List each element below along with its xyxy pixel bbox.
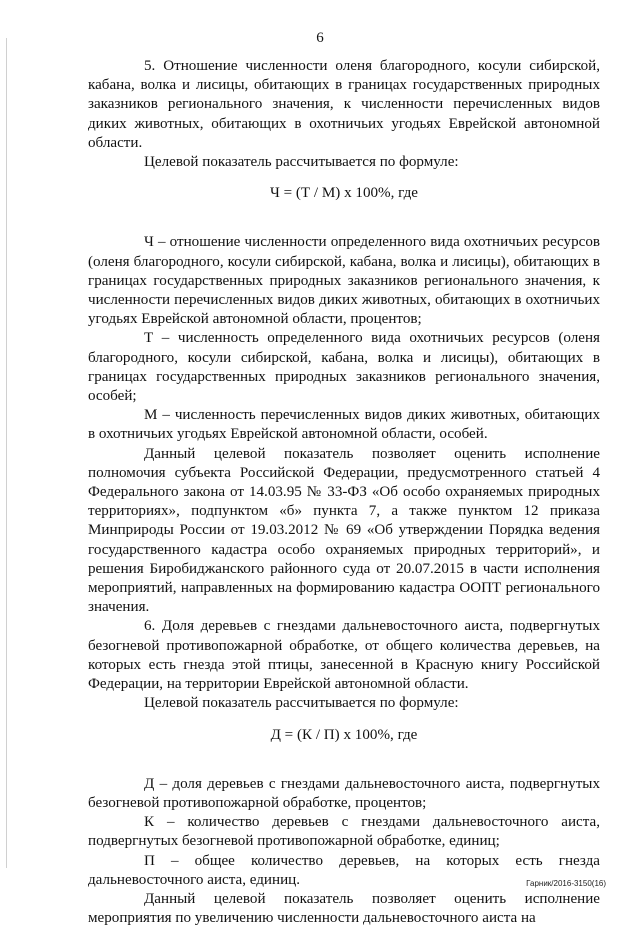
formula-intro: Целевой показатель рассчитывается по формуле:	[144, 154, 459, 171]
formula-ch: Ч = (Т / М) х 100%, где	[270, 185, 418, 202]
document-body	[88, 57, 600, 928]
paragraph-item-6: 6. Доля деревьев с гнездами дальневосточного аиста, подвергнутых безогневой противопожарной обработке, от общего количества деревьев, на которых есть гнезда этой птицы, занесенной в Красную книгу Российской Федерации, на территории Еврейской автономной области.	[88, 618, 600, 693]
paragraph-item-5: 5. Отношение численности оленя благородного, косули сибирской, кабана, волка и лисицы, обитающих в границах государственных природных заказников регионального значения, к численности перечисленных видов диких животных, обитающих в охотничьих угодьях Еврейской автономной области.	[88, 58, 600, 151]
formula-intro-2: Целевой показатель рассчитывается по формуле:	[144, 695, 459, 712]
definition-k: К – количество деревьев с гнездами дальневосточного аиста, подвергнутых безогневой противопожарной обработке, единиц;	[88, 814, 600, 850]
definition-d: Д – доля деревьев с гнездами дальневосточного аиста, подвергнутых безогневой противопожарной обработке, процентов;	[88, 775, 600, 811]
definition-p: П – общее количество деревьев, на которых есть гнезда дальневосточного аиста, единиц.	[88, 852, 600, 888]
definition-ch: Ч – отношение численности определенного вида охотничьих ресурсов (оленя благородного, косули сибирской, кабана, волка и лисицы), обитающих в границах государственных природных заказников регионального значения, к численности перечисленных видов диких животных, обитающих в охотничьих угодьях Еврейской автономной области, процентов;	[88, 234, 600, 328]
footer-registration-code: Гарник/2016-3150(16)	[526, 879, 606, 888]
page-number: 6	[316, 30, 324, 46]
paragraph-indicator-note: Данный целевой показатель позволяет оценить исполнение полномочия субъекта Российской Федерации, предусмотренного статьей 4 Федерального закона от 14.03.95 № 33-ФЗ «Об особо охраняемых природных территориях», подпунктом «б» пункта 7, а также пунктом 12 приказа Минприроды России от 19.03.2012 № 69 «Об утверждении Порядка ведения государственного кадастра особо охраняемых природных территорий», и решения Биробиджанского районного суда от 20.07.2015 в части исполнения мероприятий, направленных на формированию кадастра ООПТ регионального значения.	[88, 445, 600, 616]
definition-m: М – численность перечисленных видов диких животных, обитающих в охотничьих угодьях Еврейской автономной области, особей.	[88, 407, 600, 443]
formula-d: Д = (К / П) х 100%, где	[270, 726, 418, 743]
definition-t: Т – численность определенного вида охотничьих ресурсов (оленя благородного, косули сибирской, кабана, волка и лисицы), обитающих в границах государственных природных заказников регионального значения, особей;	[88, 330, 600, 405]
scan-edge-line	[6, 38, 7, 868]
paragraph-indicator-note-2: Данный целевой показатель позволяет оценить исполнение мероприятия по увеличению численности дальневосточного аиста на	[88, 890, 600, 927]
